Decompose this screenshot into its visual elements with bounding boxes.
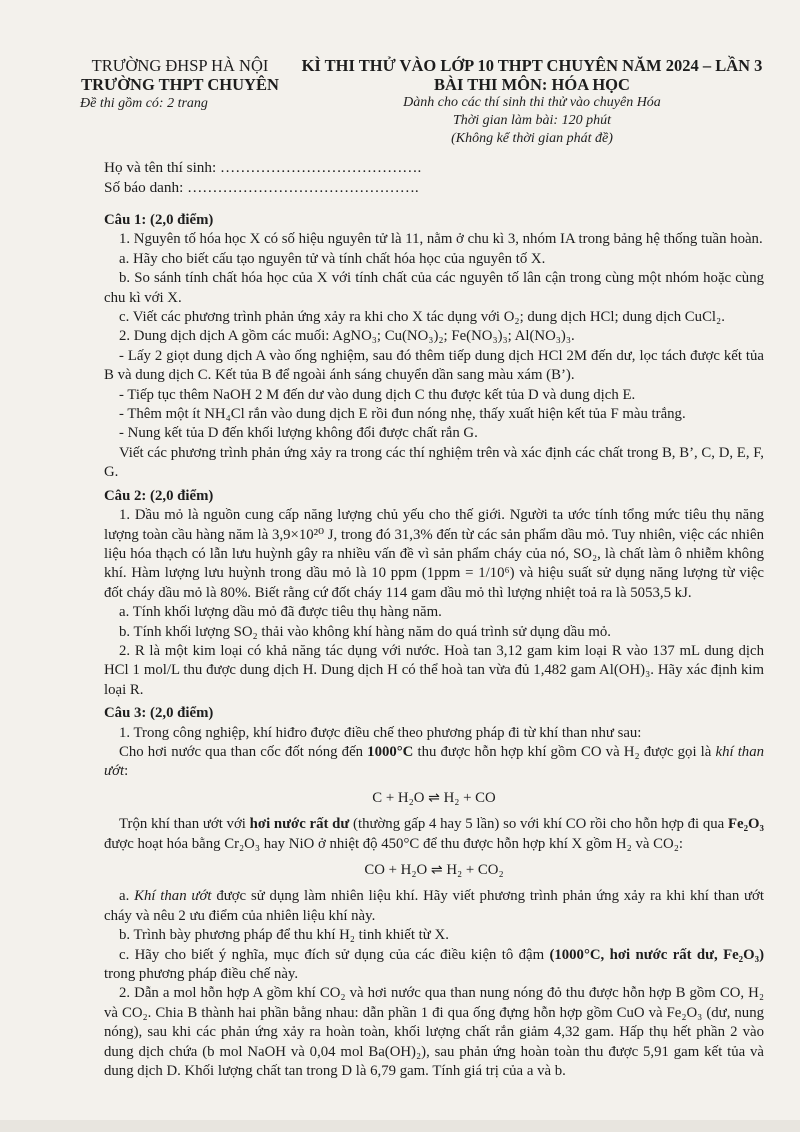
school-name-1: TRƯỜNG ĐHSP HÀ NỘI bbox=[91, 56, 269, 75]
q3-mix-catalyst: Fe₂O₃ bbox=[727, 816, 764, 833]
eq2-right: H₂ + CO₂ bbox=[446, 862, 504, 878]
q2-part1-a: a. Tính khối lượng dầu mỏ đã được tiêu thụ hàng năm. bbox=[119, 604, 442, 621]
question-1-heading: Câu 1: (2,0 điểm) bbox=[104, 212, 214, 228]
q1-step-4: - Nung kết tủa D đến khối lượng không đổi được chất rắn G. bbox=[119, 425, 478, 442]
q3-part2: 2. Dẫn a mol hỗn hợp A gồm khí CO₂ và hơi nước qua than nung nóng đỏ thu được hỗn hợp B gồm CO, H₂ và CO₂. Chia B thành hai phần bằng nhau: dẫn phần 1 đi qua ống đựng hỗn hợp gồm CuO và Fe₂O₃ (dư, nung nóng), sau khi các phản ứng xảy ra hoàn toàn, khối lượng chất rắn giảm 4,32 gam. Hấp thụ hết phần 2 vào dung dịch chứa (b mol NaOH và 0,04 mol Ba(OH)₂), sau phản ứng hoàn toàn thu được 5,91 gam kết tủa và dung dịch D. Khối lượng chất tan trong D là 6,79 gam. Tính giá trị của a và b. bbox=[104, 985, 764, 1080]
equilibrium-arrow-icon: ⇌ bbox=[428, 789, 440, 806]
q3-part1: 1. Trong công nghiệp, khí hiđro được điều chế theo phương pháp đi từ khí than như sau: bbox=[119, 724, 642, 741]
exam-time-note: (Không kể thời gian phát đề) bbox=[451, 131, 613, 146]
equation-2 bbox=[104, 861, 764, 880]
exam-title: KÌ THI THỬ VÀO LỚP 10 THPT CHUYÊN NĂM 2024 – LẦN 3 bbox=[301, 56, 763, 75]
q3-intro-c: thu được hỗn hợp khí gồm CO và H₂ được gọi là bbox=[413, 743, 716, 760]
q1-part1: 1. Nguyên tố hóa học X có số hiệu nguyên tử là 11, nằm ở chu kì 3, nhóm IA trong bảng hệ thống tuần hoàn. bbox=[119, 231, 763, 248]
q2-part1-b: b. Tính khối lượng SO₂ thải vào không khí hàng năm do quá trình sử dụng dầu mỏ. bbox=[119, 623, 611, 640]
candidate-number-line: Số báo danh: ………………………………………. bbox=[104, 179, 419, 196]
exam-subject: BÀI THI MÔN: HÓA HỌC bbox=[434, 75, 630, 94]
q3-a-prefix: a. bbox=[119, 888, 135, 905]
exam-audience: Dành cho các thí sinh thi thử vào chuyên Hóa bbox=[403, 95, 661, 110]
q3-part1-a bbox=[104, 887, 764, 926]
q1-part2: 2. Dung dịch dịch A gồm các muối: AgNO₃; Cu(NO₃)₂; Fe(NO₃)₃; Al(NO₃)₃. bbox=[119, 328, 575, 345]
q1-part1-b: b. So sánh tính chất hóa học của X với tính chất của các nguyên tố lân cận trong cùng một nhóm hoặc cùng chu kì với X. bbox=[104, 270, 764, 306]
q3-mix-e: được hoạt hóa bằng Cr₂O₃ hay NiO ở nhiệt độ 450°C để thu được hỗn hợp khí X gồm H₂ và CO₂: bbox=[104, 835, 683, 852]
q2-part2: 2. R là một kim loại có khả năng tác dụng với nước. Hoà tan 3,12 gam kim loại R vào 137 mL dung dịch HCl 1 mol/L thu được dung dịch H. Dung dịch H có thể hoà tan vừa đủ 1,482 gam Al(OH)₃. Hãy xác định kim loại R. bbox=[104, 642, 764, 698]
q3-c-suffix: trong phương pháp điều chế này. bbox=[104, 966, 299, 983]
q2-part1: 1. Dầu mỏ là nguồn cung cấp năng lượng chủ yếu cho thế giới. Người ta ước tính tổng mức tiêu thụ năng lượng toàn cầu hàng năm là 3,9×10²⁰ J, trong đó 31,3% đến từ các sản phẩm dầu mỏ. Tuy nhiên, việc các nhiên liệu hóa thạch có lẫn lưu huỳnh gây ra nhiều vấn đề vì sản phẩm cháy của nó, SO₂, là chất làm ô nhiễm không khí. Hàm lượng lưu huỳnh trong dầu mỏ là 10 ppm (1ppm = 1/10⁶) và hiệu suất sử dụng năng lượng từ việc đốt cháy dầu mỏ là 80%. Biết rằng cứ đốt cháy 114 gam dầu mỏ thì lượng nhiệt toả ra là 5053,5 kJ. bbox=[104, 507, 764, 601]
page-bottom-edge bbox=[0, 1120, 800, 1132]
equation-1 bbox=[104, 789, 764, 808]
q1-step-1: - Lấy 2 giọt dung dịch A vào ống nghiệm, sau đó thêm tiếp dung dịch HCl 2M đến dư, lọc tách được kết tủa B và dung dịch C. Kết tủa B để ngoài ánh sáng chuyển dần sang màu xám (B’). bbox=[104, 347, 764, 384]
q3-mix-steam: hơi nước rất dư bbox=[249, 816, 350, 833]
q3-intro-term: khí than ướt bbox=[104, 743, 765, 780]
eq1-left: C + H₂O bbox=[372, 789, 425, 806]
q1-step-3: - Thêm một ít NH₄Cl rắn vào dung dịch E rồi đun nóng nhẹ, thấy xuất hiện kết tủa F màu trắng. bbox=[119, 406, 686, 423]
q3-c-conditions: (1000°C, hơi nước rất dư, Fe₂O₃) bbox=[549, 946, 764, 963]
q3-intro-temp: 1000°C bbox=[367, 743, 414, 760]
q3-mix bbox=[104, 815, 764, 854]
q3-part1-b: b. Trình bày phương pháp để thu khí H₂ tinh khiết từ X. bbox=[119, 927, 449, 944]
q3-a-rest: được sử dụng làm nhiên liệu khí. Hãy viết phương trình phản ứng xảy ra khi khí than ướt cháy và nêu 2 ưu điểm của nhiên liệu khí này. bbox=[104, 888, 764, 924]
q3-intro-e: : bbox=[124, 763, 129, 780]
page-count: Đề thi gồm có: 2 trang bbox=[80, 96, 208, 111]
school-name-2: TRƯỜNG THPT CHUYÊN bbox=[81, 75, 279, 94]
eq2-left: CO + H₂O bbox=[364, 862, 428, 878]
q3-part1-c bbox=[104, 946, 764, 985]
q3-intro bbox=[104, 743, 764, 782]
q3-mix-c: (thường gấp 4 hay 5 lần) so với khí CO rồi cho hỗn hợp đi qua bbox=[349, 816, 728, 833]
school-block bbox=[80, 56, 280, 112]
equilibrium-arrow-icon: ⇌ bbox=[430, 862, 443, 878]
q1-part1-c: c. Viết các phương trình phản ứng xảy ra khi cho X tác dụng với O₂; dung dịch HCl; dung dịch CuCl₂. bbox=[119, 309, 725, 326]
q3-c-prefix: c. Hãy cho biết ý nghĩa, mục đích sử dụng của các điều kiện tô đậm bbox=[119, 946, 550, 963]
eq1-right: H₂ + CO bbox=[443, 789, 496, 806]
q3-a-term: Khí than ướt bbox=[134, 888, 212, 905]
q3-intro-a: Cho hơi nước qua than cốc đốt nóng đến bbox=[119, 743, 368, 760]
q1-step-2: - Tiếp tục thêm NaOH 2 M đến dư vào dung dịch C thu được kết tủa D và dung dịch E. bbox=[119, 386, 636, 403]
q1-task: Viết các phương trình phản ứng xảy ra trong các thí nghiệm trên và xác định các chất trong B, B’, C, D, E, F, G. bbox=[104, 444, 764, 481]
candidate-name-line: Họ và tên thí sinh: …………………………………. bbox=[104, 159, 422, 176]
exam-header bbox=[0, 56, 800, 151]
q3-mix-a: Trộn khí than ướt với bbox=[119, 816, 250, 833]
exam-title-block bbox=[284, 56, 780, 148]
question-3-heading: Câu 3: (2,0 điểm) bbox=[104, 705, 214, 722]
q1-part1-a: a. Hãy cho biết cấu tạo nguyên tử và tính chất hóa học của nguyên tố X. bbox=[119, 250, 546, 267]
question-2-heading: Câu 2: (2,0 điểm) bbox=[104, 487, 214, 504]
exam-time: Thời gian làm bài: 120 phút bbox=[453, 113, 611, 128]
candidate-info bbox=[104, 158, 421, 198]
exam-body bbox=[104, 207, 764, 1081]
